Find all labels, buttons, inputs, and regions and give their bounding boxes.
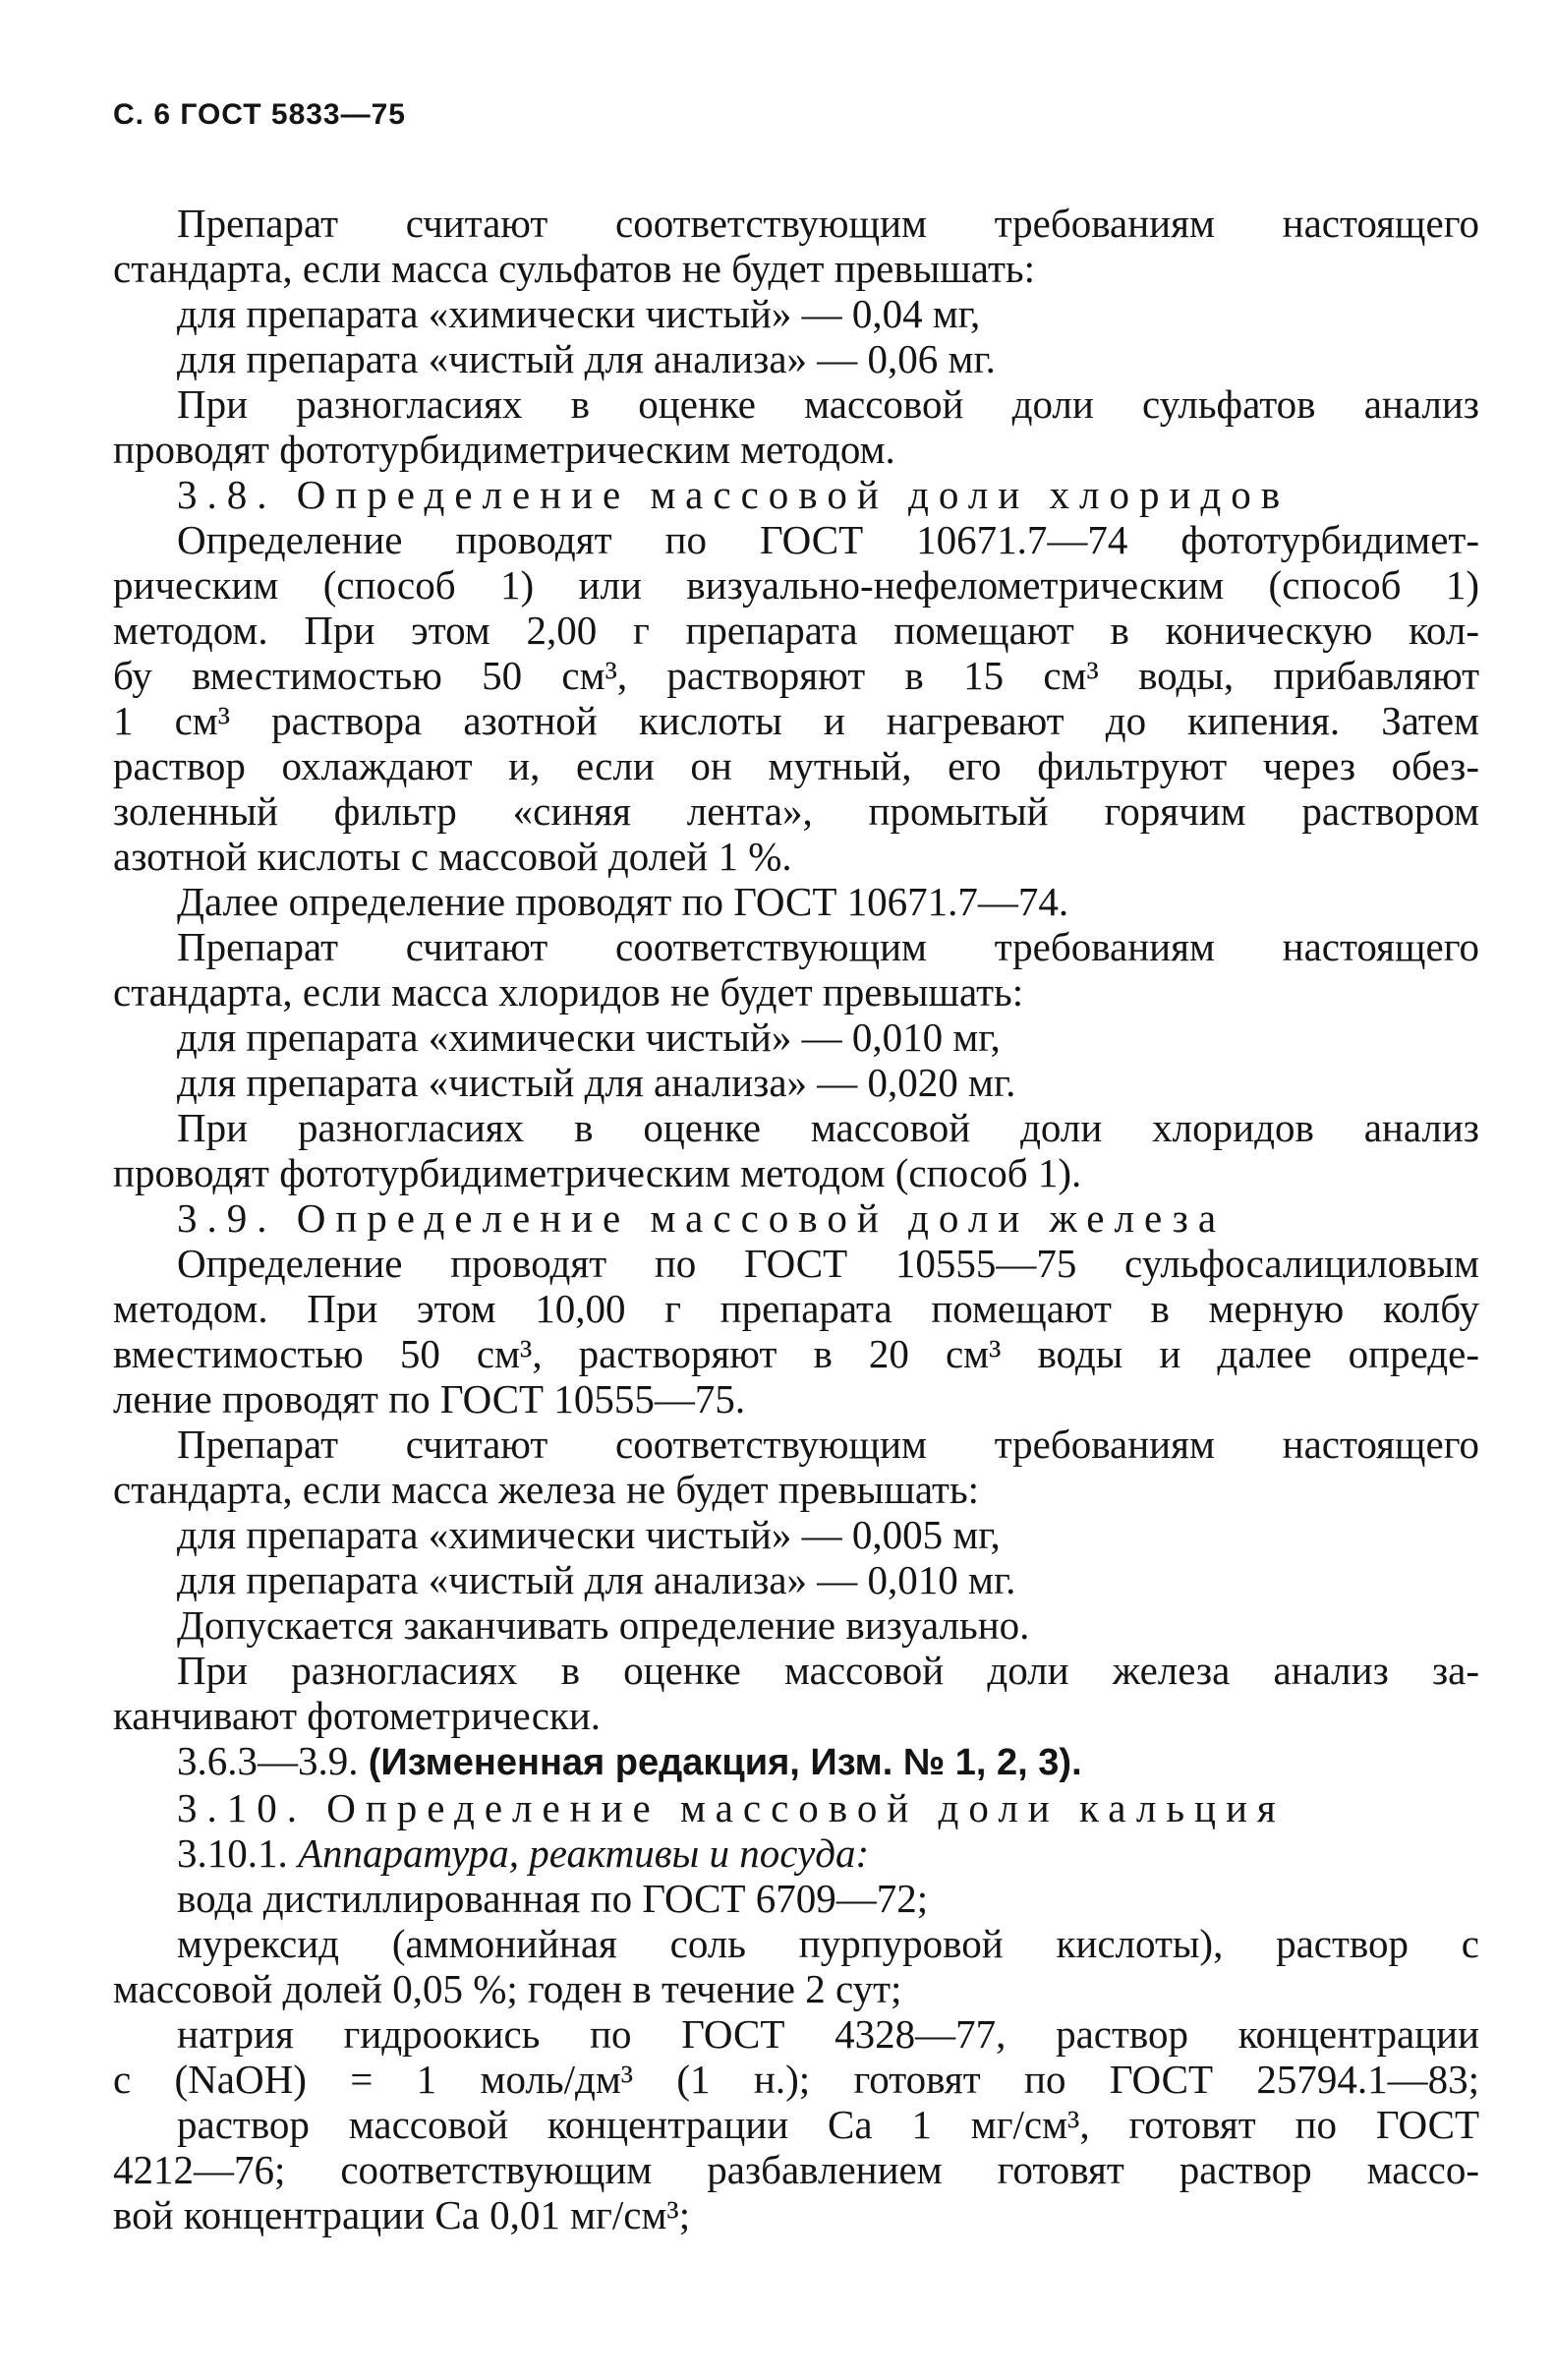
- text-line: [113, 1512, 1479, 1557]
- text-line-content: 3.8. Определение массовой доли хлоридов: [177, 472, 1291, 517]
- text-line: [113, 743, 1479, 788]
- text-line-content: Допускается заканчивать определение визуально.: [177, 1602, 1030, 1648]
- text-line-content: методом. При этом 10,00 г препарата помещают в мерную колбу: [113, 1286, 1479, 1331]
- text-line-content: мурексид (аммонийная соль пурпуровой кислоты), раствор с: [177, 1921, 1479, 1966]
- text-line: [113, 381, 1479, 427]
- text-line: [113, 1241, 1479, 1286]
- text-line: [113, 1785, 1479, 1830]
- text-line: [113, 1693, 1479, 1738]
- text-line-content: 3.10. Определение массовой доли кальция: [177, 1785, 1286, 1830]
- text-line: [113, 2192, 1479, 2237]
- text-line: [113, 834, 1479, 879]
- text-line-content: золенный фильтр «синяя лента», промытый горячим раствором: [113, 788, 1479, 834]
- subsection-title: Аппаратура, реактивы и посуда:: [298, 1830, 870, 1876]
- text-line: [113, 788, 1479, 834]
- text-line-content: канчивают фотометрически.: [113, 1693, 602, 1738]
- text-line: [113, 879, 1479, 924]
- text-line: [113, 653, 1479, 698]
- text-line: [113, 1105, 1479, 1150]
- text-line-content: натрия гидроокись по ГОСТ 4328—77, раствор концентрации: [177, 2011, 1479, 2057]
- text-line: [113, 1060, 1479, 1105]
- text-line-content: раствор массовой концентрации Ca 1 мг/см³, готовят по ГОСТ: [177, 2102, 1479, 2147]
- text-line-content: стандарта, если масса сульфатов не будет превышать:: [113, 246, 1035, 291]
- text-line: [113, 1830, 1479, 1876]
- text-line-content: азотной кислоты с массовой долей 1 %.: [113, 834, 792, 879]
- text-line-content: Препарат считают соответствующим требованиям настоящего: [177, 201, 1479, 246]
- text-line: [113, 246, 1479, 291]
- text-line-content: для препарата «чистый для анализа» — 0,06 мг.: [177, 336, 996, 381]
- text-line: [113, 1602, 1479, 1648]
- text-line-content: для препарата «химически чистый» — 0,005 мг,: [177, 1512, 1001, 1557]
- text-line-content: Далее определение проводят по ГОСТ 10671.7—74.: [177, 879, 1069, 924]
- text-line-content: стандарта, если масса железа не будет превышать:: [113, 1467, 980, 1512]
- text-line: [113, 698, 1479, 743]
- text-line-content: для препарата «химически чистый» — 0,010 мг,: [177, 1015, 1001, 1060]
- text-line-content: методом. При этом 2,00 г препарата помещают в коническую кол-: [113, 608, 1479, 653]
- text-line: [113, 336, 1479, 381]
- text-line: [113, 1195, 1479, 1241]
- text-line-content: стандарта, если масса хлоридов не будет превышать:: [113, 969, 1024, 1015]
- text-line-content: 1 см³ раствора азотной кислоты и нагревают до кипения. Затем: [113, 698, 1479, 743]
- text-line-content: ление проводят по ГОСТ 10555—75.: [113, 1376, 746, 1422]
- text-line-content: для препарата «чистый для анализа» — 0,020 мг.: [177, 1060, 1016, 1105]
- text-line: [113, 1876, 1479, 1921]
- text-line: [113, 1286, 1479, 1331]
- text-line-content: c (NaOH) = 1 моль/дм³ (1 н.); готовят по ГОСТ 25794.1—83;: [113, 2057, 1479, 2102]
- text-line-content: 3.9. Определение массовой доли железа: [177, 1195, 1227, 1241]
- text-line: [113, 1376, 1479, 1422]
- text-line-content: Препарат считают соответствующим требованиям настоящего: [177, 924, 1479, 969]
- text-line: [113, 1557, 1479, 1602]
- document-body: [113, 201, 1479, 2237]
- text-line-content: Определение проводят по ГОСТ 10555—75 сульфосалициловым: [177, 1241, 1479, 1286]
- text-line-content: для препарата «чистый для анализа» — 0,010 мг.: [177, 1557, 1016, 1602]
- text-line: [113, 1422, 1479, 1467]
- text-line: [113, 608, 1479, 653]
- text-line: [113, 427, 1479, 472]
- text-line: [113, 472, 1479, 517]
- text-line: [113, 1150, 1479, 1195]
- text-line: [113, 517, 1479, 562]
- text-line-content: массовой долей 0,05 %; годен в течение 2 сут;: [113, 1966, 902, 2011]
- text-line-content: раствор охлаждают и, если он мутный, его фильтруют через обез-: [113, 743, 1479, 788]
- text-line-content: для препарата «химически чистый» — 0,04 мг,: [177, 291, 981, 336]
- text-line: [113, 291, 1479, 336]
- text-line-content: При разногласиях в оценке массовой доли железа анализ за-: [177, 1648, 1479, 1693]
- text-line-content: Определение проводят по ГОСТ 10671.7—74 фототурбидимет-: [177, 517, 1479, 562]
- text-line: [113, 1738, 1479, 1785]
- text-line: [113, 1966, 1479, 2011]
- text-line: [113, 1331, 1479, 1376]
- text-line-content: бу вместимостью 50 см³, растворяют в 15 см³ воды, прибавляют: [113, 653, 1479, 698]
- text-line: [113, 201, 1479, 246]
- text-line-content: Препарат считают соответствующим требованиям настоящего: [177, 1422, 1479, 1467]
- text-line: [113, 1921, 1479, 1966]
- text-line-content: рическим (способ 1) или визуально-нефелометрическим (способ 1): [113, 562, 1479, 608]
- text-line: [113, 562, 1479, 608]
- text-line: [113, 2011, 1479, 2057]
- text-line: [113, 2057, 1479, 2102]
- text-line-content: проводят фототурбидиметрическим методом.: [113, 427, 895, 472]
- text-line-content: проводят фототурбидиметрическим методом (способ 1).: [113, 1150, 1082, 1195]
- text-line-content: 3.10.1.: [177, 1830, 288, 1876]
- page-header: С. 6 ГОСТ 5833—75: [113, 98, 406, 131]
- text-line: [113, 2147, 1479, 2192]
- text-line: [113, 2102, 1479, 2147]
- text-line: [113, 1648, 1479, 1693]
- text-line-content: вместимостью 50 см³, растворяют в 20 см³ воды и далее опреде-: [113, 1331, 1479, 1376]
- text-line: [113, 1467, 1479, 1512]
- text-line-content: При разногласиях в оценке массовой доли сульфатов анализ: [177, 381, 1479, 427]
- text-line: [113, 969, 1479, 1015]
- text-line: [113, 924, 1479, 969]
- text-line-content: вой концентрации Ca 0,01 мг/см³;: [113, 2192, 691, 2237]
- text-line: [113, 1015, 1479, 1060]
- text-line-content: 4212—76; соответствующим разбавлением готовят раствор массо-: [113, 2147, 1479, 2192]
- document-page: [113, 98, 1479, 2237]
- text-line-content: 3.6.3—3.9.: [177, 1738, 359, 1783]
- amendment-note: (Измененная редакция, Изм. № 1, 2, 3).: [368, 1742, 1082, 1783]
- text-line-content: При разногласиях в оценке массовой доли хлоридов анализ: [177, 1105, 1479, 1150]
- text-line-content: вода дистиллированная по ГОСТ 6709—72;: [177, 1876, 929, 1921]
